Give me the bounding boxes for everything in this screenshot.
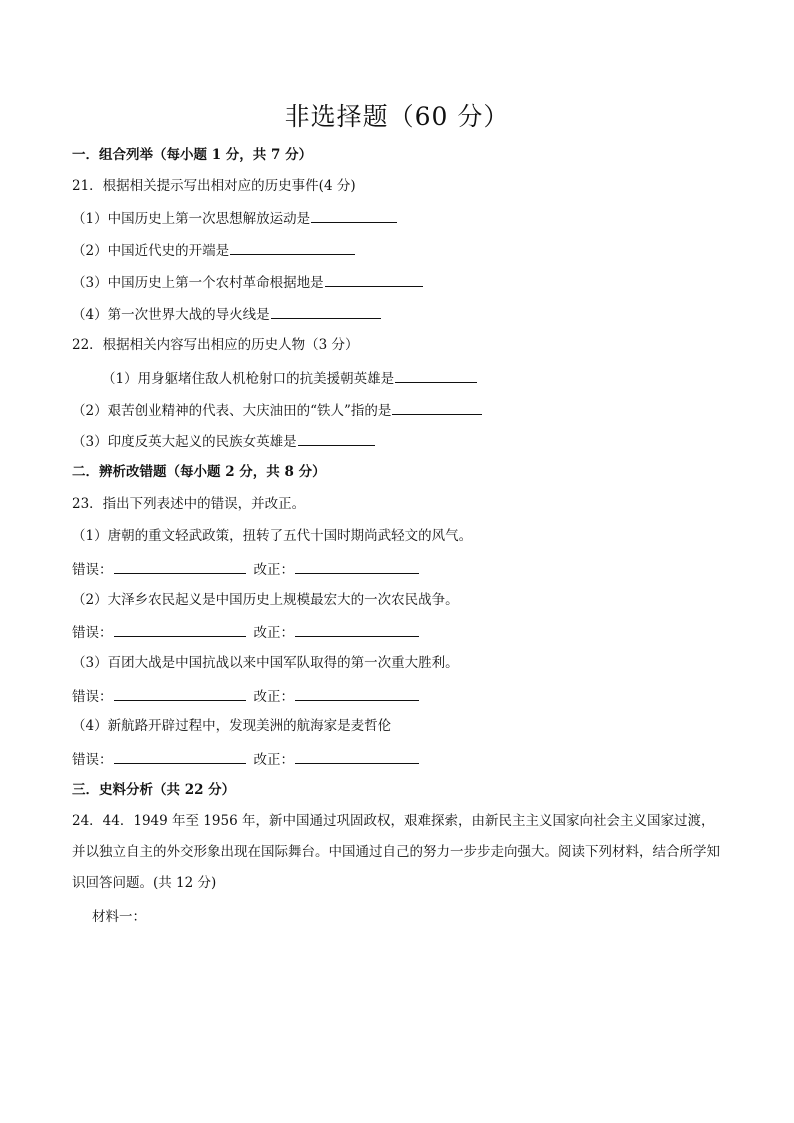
q23-answer-row-3 <box>72 686 419 706</box>
q21-item-4 <box>72 304 381 324</box>
fix-label: 改正： <box>253 562 294 578</box>
error-blank[interactable] <box>114 622 246 637</box>
q23-item-4: （4）新航路开辟过程中，发现美洲的航海家是麦哲伦 <box>72 718 392 734</box>
q23-answer-row-4 <box>72 749 419 769</box>
q21-item-1 <box>72 208 397 228</box>
q21-item-1-text: （1）中国历史上第一次思想解放运动是 <box>72 211 311 227</box>
q21-item-2 <box>72 240 355 260</box>
answer-blank[interactable] <box>271 304 381 319</box>
fix-blank[interactable] <box>295 622 419 637</box>
section-heading-1: 一．组合列举（每小题 1 分，共 7 分） <box>72 147 313 163</box>
q23-item-2: （2）大泽乡农民起义是中国历史上规模最宏大的一次农民战争。 <box>72 592 459 608</box>
q23-answer-row-2 <box>72 622 419 642</box>
page-title: 非选择题（60 分） <box>284 102 510 131</box>
question-22-stem: 22．根据相关内容写出相应的历史人物（3 分） <box>72 337 359 353</box>
fix-blank[interactable] <box>295 749 419 764</box>
q23-answer-row-1 <box>72 559 419 579</box>
q21-item-4-text: （4）第一次世界大战的导火线是 <box>72 307 270 323</box>
q22-item-3 <box>72 431 375 451</box>
q22-item-3-text: （3）印度反英大起义的民族女英雄是 <box>72 434 297 450</box>
error-label: 错误： <box>72 689 113 705</box>
fix-label: 改正： <box>253 689 294 705</box>
q22-item-2 <box>72 400 482 420</box>
fix-blank[interactable] <box>295 559 419 574</box>
q22-item-1 <box>102 368 477 388</box>
answer-blank[interactable] <box>298 431 375 446</box>
error-blank[interactable] <box>114 749 246 764</box>
fix-blank[interactable] <box>295 686 419 701</box>
answer-blank[interactable] <box>392 400 482 415</box>
error-label: 错误： <box>72 562 113 578</box>
fix-label: 改正： <box>253 625 294 641</box>
q21-item-3-text: （3）中国历史上第一个农村革命根据地是 <box>72 275 324 291</box>
q21-item-2-text: （2）中国近代史的开端是 <box>72 243 230 259</box>
error-blank[interactable] <box>114 686 246 701</box>
q23-item-1: （1）唐朝的重文轻武政策，扭转了五代十国时期尚武轻文的风气。 <box>72 528 473 544</box>
answer-blank[interactable] <box>230 240 355 255</box>
material-1-label: 材料一： <box>92 909 146 925</box>
error-label: 错误： <box>72 752 113 768</box>
answer-blank[interactable] <box>395 368 477 383</box>
answer-blank[interactable] <box>325 272 423 287</box>
error-blank[interactable] <box>114 559 246 574</box>
section-heading-2: 二．辨析改错题（每小题 2 分，共 8 分） <box>72 464 326 480</box>
q23-item-3: （3）百团大战是中国抗战以来中国军队取得的第一次重大胜利。 <box>72 655 459 671</box>
question-23-stem: 23．指出下列表述中的错误，并改正。 <box>72 496 306 512</box>
answer-blank[interactable] <box>311 208 397 223</box>
question-24-paragraph: 24．44．1949 年至 1956 年，新中国通过巩固政权，艰难探索，由新民主主义国家向社会主义国家过渡，并以独立自主的外交形象出现在国际舞台。中国通过自己的努力一步步走向强大。阅读下列材料，结合所学知识回答问题。(共 12 分) <box>72 813 720 891</box>
q21-item-3 <box>72 272 423 292</box>
question-21-stem: 21．根据相关提示写出相对应的历史事件(4 分) <box>72 178 356 194</box>
fix-label: 改正： <box>253 752 294 768</box>
error-label: 错误： <box>72 625 113 641</box>
q22-item-1-text: （1）用身躯堵住敌人机枪射口的抗美援朝英雄是 <box>102 371 395 387</box>
section-heading-3: 三．史料分析（共 22 分） <box>72 782 236 798</box>
q22-item-2-text: （2）艰苦创业精神的代表、大庆油田的“铁人”指的是 <box>72 403 392 419</box>
